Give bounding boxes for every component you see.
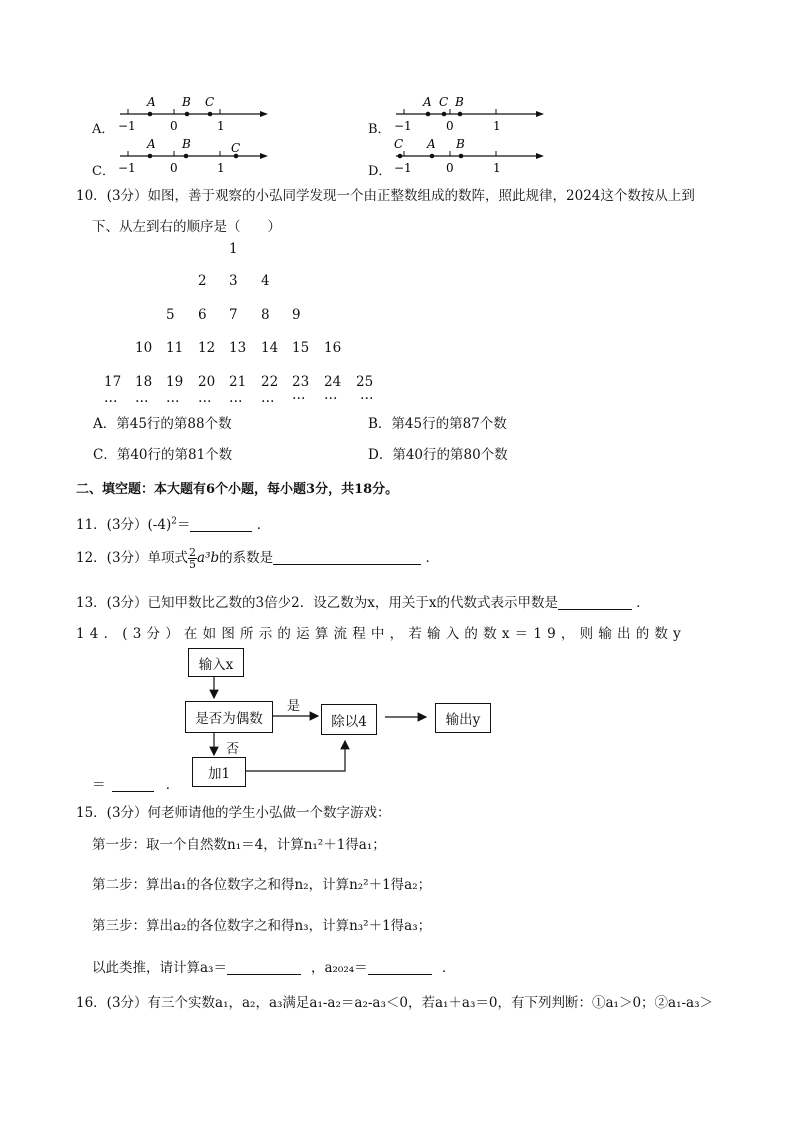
matrix-number: 6 xyxy=(198,307,207,323)
point-label: C xyxy=(205,95,215,109)
matrix-number: 2 xyxy=(198,273,207,289)
tick-label: 1 xyxy=(217,161,225,175)
matrix-number: 13 xyxy=(229,340,247,356)
point-label: A xyxy=(147,137,156,151)
section-heading: 二、填空题：本大题有6个小题，每小题3分，共18分。 xyxy=(76,482,399,497)
numerator: 2 xyxy=(189,546,197,559)
answer-blank[interactable] xyxy=(190,517,252,532)
question-15-intro: 15．(3分）何老师请他的学生小弘做一个数字游戏： xyxy=(76,805,391,821)
tick-label: 0 xyxy=(446,161,454,175)
matrix-number: 8 xyxy=(261,307,270,323)
matrix-number: 5 xyxy=(166,307,175,323)
question-15-step1: 第一步：取一个自然数n₁＝4，计算n₁²＋1得a₁； xyxy=(92,837,386,853)
answer-blank[interactable] xyxy=(558,595,632,610)
q12-prefix: 12．(3分）单项式 xyxy=(76,550,189,566)
yes-label: 是 xyxy=(287,699,301,714)
tick-label: −1 xyxy=(118,119,136,133)
answer-blank-a3[interactable] xyxy=(227,960,301,975)
tick-label: −1 xyxy=(118,161,136,175)
matrix-number: 22 xyxy=(261,374,279,390)
add-one-box: 加1 xyxy=(192,757,246,787)
option-b[interactable]: B．第45行的第87个数 xyxy=(368,416,507,432)
matrix-number: 12 xyxy=(198,340,216,356)
tick-label: 1 xyxy=(217,119,225,133)
question-14-line1: 14．(3分）在如图所示的运算流程中，若输入的数x＝19，则输出的数y xyxy=(76,626,686,642)
number-line-d xyxy=(388,136,548,178)
matrix-number: 10 xyxy=(135,340,153,356)
q11-end: ． xyxy=(256,517,271,533)
point-label: C xyxy=(394,137,404,151)
question-15-last xyxy=(92,956,455,976)
q14-end: ． xyxy=(165,777,180,793)
output-box: 输出y xyxy=(435,703,491,733)
tick-label: −1 xyxy=(394,119,412,133)
point-label: A xyxy=(147,95,156,109)
q11-equals: ＝ xyxy=(176,517,191,533)
q11-exponent: 2 xyxy=(171,516,177,527)
question-10-line1: 10．(3分）如图，善于观察的小弘同学发现一个由正整数组成的数阵，照此规律，2024这个数按从上到 xyxy=(76,188,695,204)
matrix-ellipsis: … xyxy=(135,390,149,406)
question-15-step2: 第二步：算出a₁的各位数字之和得n₂，计算n₂²＋1得a₂； xyxy=(92,877,432,893)
option-c[interactable]: C．第40行的第81个数 xyxy=(93,447,233,463)
point-label: B xyxy=(182,137,191,151)
matrix-number: 19 xyxy=(166,374,184,390)
matrix-number: 21 xyxy=(229,374,247,390)
point-label: C xyxy=(231,141,241,155)
tick-label: 0 xyxy=(170,119,178,133)
matrix-number: 3 xyxy=(229,273,238,289)
q14-equals: ＝ xyxy=(92,777,106,793)
matrix-number: 24 xyxy=(324,374,342,390)
option-b-label[interactable]: B． xyxy=(368,122,391,137)
q12-end: ． xyxy=(425,550,439,566)
matrix-number: 4 xyxy=(261,273,270,289)
number-line-c xyxy=(112,136,272,178)
question-10-line2: 下、从左到右的顺序是（ ） xyxy=(92,219,281,235)
tick-label: −1 xyxy=(394,161,412,175)
matrix-number: 15 xyxy=(292,340,310,356)
answer-blank[interactable] xyxy=(273,550,421,565)
even-check-box: 是否为偶数 xyxy=(185,701,273,733)
question-13 xyxy=(76,591,650,611)
point-label: B xyxy=(456,137,465,151)
matrix-number: 7 xyxy=(229,307,238,323)
tick-label: 1 xyxy=(493,161,501,175)
number-line-a xyxy=(112,94,272,136)
matrix-ellipsis: … xyxy=(229,390,243,406)
tick-label: 1 xyxy=(493,119,501,133)
question-16: 16．(3分）有三个实数a₁，a₂，a₃满足a₁-a₂＝a₂-a₃＜0，若a₁＋a₃＝0，有下列判断：①a₁＞0；②a₁-a₃＞ xyxy=(76,995,714,1011)
question-12 xyxy=(76,546,439,570)
no-label: 否 xyxy=(226,742,240,757)
q15-end: ． xyxy=(441,960,456,976)
point-label: A xyxy=(423,95,432,109)
tick-label: 0 xyxy=(446,119,454,133)
option-c-label[interactable]: C． xyxy=(92,164,115,179)
option-d-label[interactable]: D． xyxy=(368,164,392,179)
fraction xyxy=(188,547,197,570)
matrix-number: 9 xyxy=(292,307,301,323)
matrix-number: 1 xyxy=(229,241,238,257)
option-a-label[interactable]: A． xyxy=(92,122,115,137)
matrix-ellipsis: … xyxy=(104,390,118,406)
point-label: B xyxy=(455,95,464,109)
answer-blank-a2024[interactable] xyxy=(368,960,432,975)
matrix-ellipsis: … xyxy=(198,390,212,406)
matrix-ellipsis: … xyxy=(292,387,306,403)
point-label: B xyxy=(182,95,191,109)
denominator: 5 xyxy=(189,558,197,571)
matrix-number: 18 xyxy=(135,374,153,390)
point-label: C xyxy=(439,95,449,109)
q13-end: ． xyxy=(636,595,650,611)
divide-box: 除以4 xyxy=(321,704,377,735)
matrix-number: 25 xyxy=(356,374,374,390)
matrix-number: 17 xyxy=(104,374,122,390)
number-line-b xyxy=(388,94,548,136)
q15-a2024: ，a₂₀₂₄＝ xyxy=(310,960,368,976)
matrix-number: 16 xyxy=(324,340,342,356)
tick-label: 0 xyxy=(170,161,178,175)
q13-text: 13．(3分）已知甲数比乙数的3倍少2．设乙数为x，用关于x的代数式表示甲数是 xyxy=(76,595,558,611)
matrix-ellipsis: … xyxy=(324,387,338,403)
q15-a3: 以此类推，请计算a₃＝ xyxy=(92,960,227,976)
matrix-ellipsis: … xyxy=(261,390,275,406)
question-14-line2 xyxy=(92,773,179,793)
answer-blank[interactable] xyxy=(112,777,154,792)
monomial: a³b xyxy=(197,550,220,566)
matrix-number: 23 xyxy=(292,374,310,390)
q11-prefix: 11．(3分）(-4) xyxy=(76,517,172,533)
input-box: 输入x xyxy=(188,648,244,677)
point-label: A xyxy=(427,137,436,151)
question-15-step3: 第三步：算出a₂的各位数字之和得n₃，计算n₃²＋1得a₃； xyxy=(92,918,432,934)
q12-suffix: 的系数是 xyxy=(219,550,274,566)
matrix-ellipsis: … xyxy=(360,387,374,403)
question-11 xyxy=(76,513,270,533)
matrix-ellipsis: … xyxy=(166,390,180,406)
matrix-number: 11 xyxy=(166,340,184,356)
matrix-number: 14 xyxy=(261,340,279,356)
option-d[interactable]: D．第40行的第80个数 xyxy=(368,447,508,463)
matrix-number: 20 xyxy=(198,374,216,390)
option-a[interactable]: A．第45行的第88个数 xyxy=(93,416,232,432)
